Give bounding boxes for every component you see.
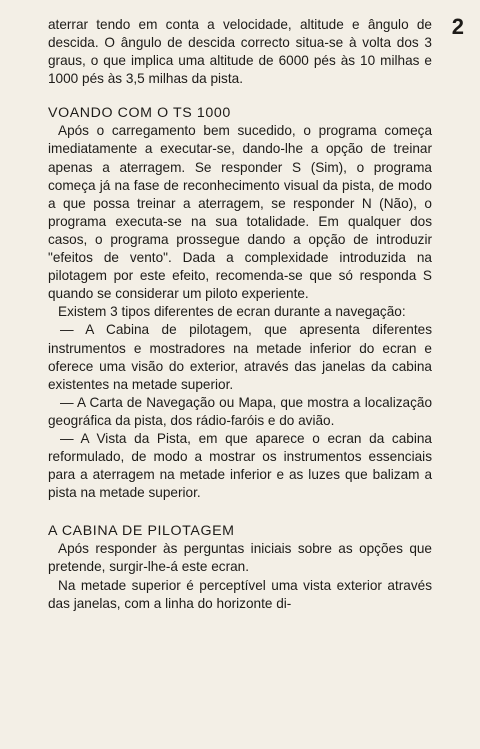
screen-type-item-map: — A Carta de Navegação ou Mapa, que mostra a localização geográfica da pista, dos rádio-faróis e do avião. xyxy=(48,394,432,428)
text-column xyxy=(48,16,432,613)
section-flying-paragraph-2: Existem 3 tipos diferentes de ecran durante a navegação: xyxy=(58,304,406,320)
page-number: 2 xyxy=(451,14,464,39)
screen-type-item-cockpit: — A Cabina de pilotagem, que apresenta diferentes instrumentos e mostradores na metade inferior do ecran e oferece uma visão do exterior, através das janelas da cabina existentes na metade superior. xyxy=(48,322,432,392)
section-flying-paragraph-1: Após o carregamento bem sucedido, o programa começa imediatamente a executar-se, dando-lhe a opção de treinar apenas a aterragem. Se responder S (Sim), o programa começa já na fase de reconhecimento visual da pista, de modo a que possa treinar a aterragem, se responder N (Não), o programa executa-se na sua totalidade. Em qualquer dos casos, o programa prossegue dando a opção de introduzir "efeitos de vento". Dada a complexidade introduzida na pilotagem por este efeito, recomenda-se que só responda S quando se considerar um piloto experiente. xyxy=(48,123,432,302)
section-heading-cockpit: A CABINA DE PILOTAGEM xyxy=(48,523,235,540)
screen-type-item-runway: — A Vista da Pista, em que aparece o ecran da cabina reformulado, de modo a mostrar os instrumentos essenciais para a aterragem na metade inferior e as luzes que balizam a pista na metade superior. xyxy=(48,430,432,501)
section-cockpit-paragraph-1: Após responder às perguntas iniciais sobre as opções que pretende, surgir-lhe-á este ecran. xyxy=(48,541,432,575)
section-cockpit-paragraph-2: Na metade superior é perceptível uma vista exterior através das janelas, com a linha do horizonte di- xyxy=(48,577,432,611)
intro-paragraph: aterrar tendo em conta a velocidade, altitude e ângulo de descida. O ângulo de descida correcto situa-se à volta dos 3 graus, o que implica uma altitude de 6000 pés às 10 milhas e 1000 pés às 3,5 milhas da pista. xyxy=(48,17,432,87)
section-heading-flying: VOANDO COM O TS 1000 xyxy=(48,105,231,122)
